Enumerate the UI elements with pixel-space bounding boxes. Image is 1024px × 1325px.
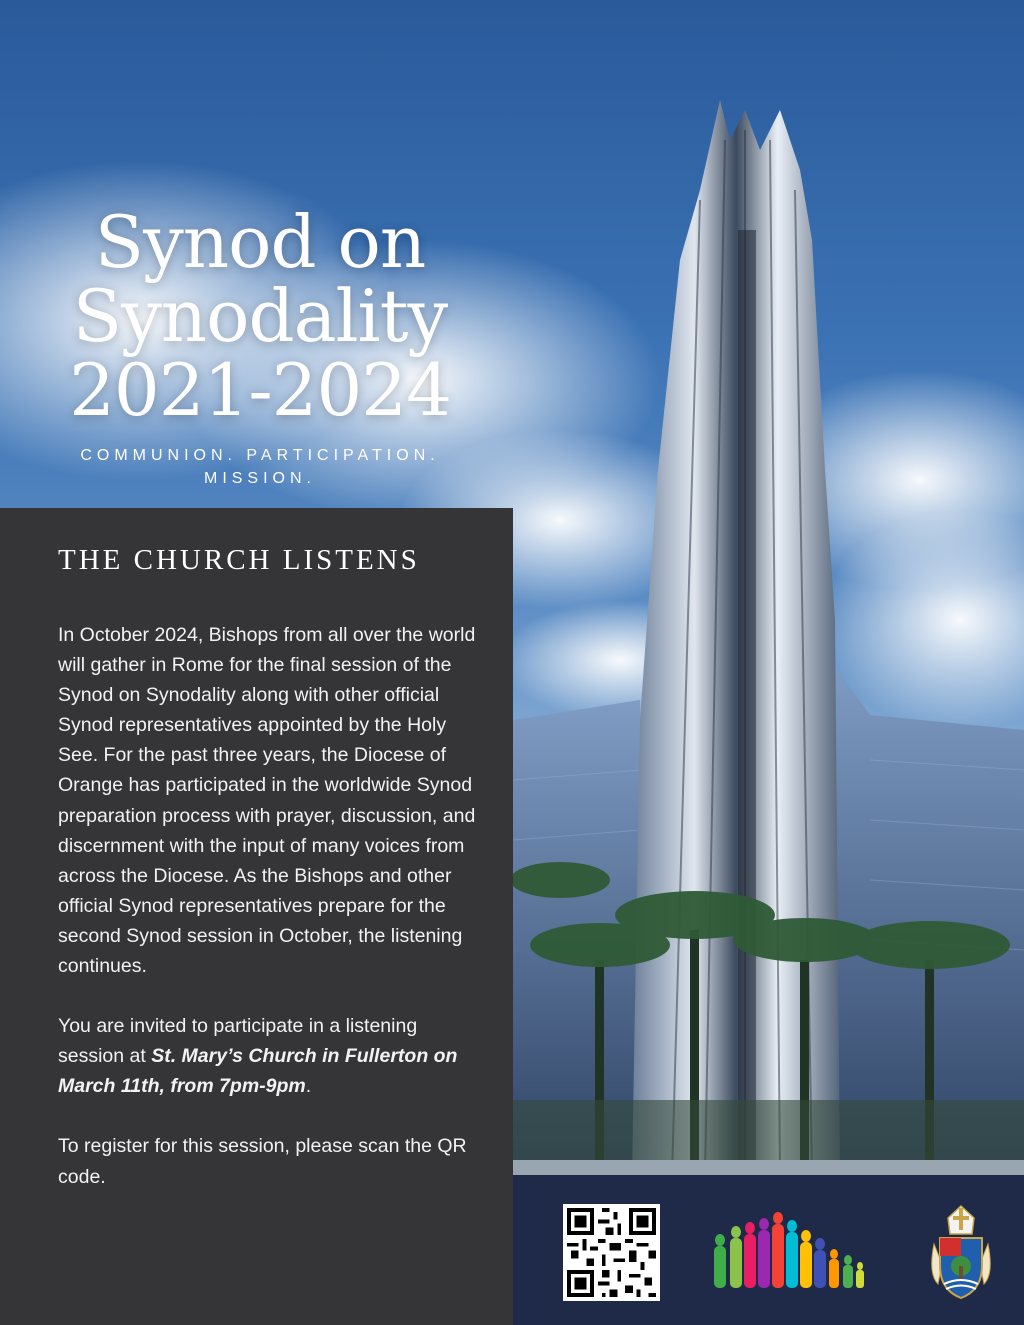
event-details: St. Mary’s Church in Fullerton on March 11th, from 7pm-9pm <box>58 1045 458 1098</box>
qr-code-icon[interactable] <box>563 1204 660 1301</box>
invitation-paragraph <box>58 1011 478 1101</box>
info-panel <box>0 508 513 1325</box>
intro-paragraph: In October 2024, Bishops from all over the world will gather in Rome for the final session of the Synod on Synodality along with other official Synod representatives appointed by the Holy See. For the past three years, the Diocese of Orange has participated in the worldwide Synod preparation process with prayer, discussion, and discernment with the input of many voices from across the Diocese. As the Bishops and other official Synod representatives prepare for the second Synod session in October, the listening continues. <box>58 624 476 978</box>
title-line-3: 2021-2024 <box>69 348 451 432</box>
qr-code-graphic <box>563 1204 660 1301</box>
panel-heading: THE CHURCH LISTENS <box>58 544 420 576</box>
synod-people-logo-icon <box>708 1210 866 1296</box>
title-line-1: Synod on <box>94 200 426 284</box>
tagline-line-2: MISSION. <box>203 470 316 487</box>
tagline <box>40 444 480 490</box>
register-paragraph: To register for this session, please scan the QR code. <box>58 1135 467 1188</box>
diocese-crest-icon <box>924 1204 998 1300</box>
invitation-end: . <box>305 1075 312 1098</box>
page-title <box>30 200 490 432</box>
title-line-2: Synodality <box>72 274 448 358</box>
tagline-line-1: COMMUNION. PARTICIPATION. <box>80 447 440 464</box>
invitation-intro: You are invited to participate in a listening session at <box>58 1015 418 1068</box>
